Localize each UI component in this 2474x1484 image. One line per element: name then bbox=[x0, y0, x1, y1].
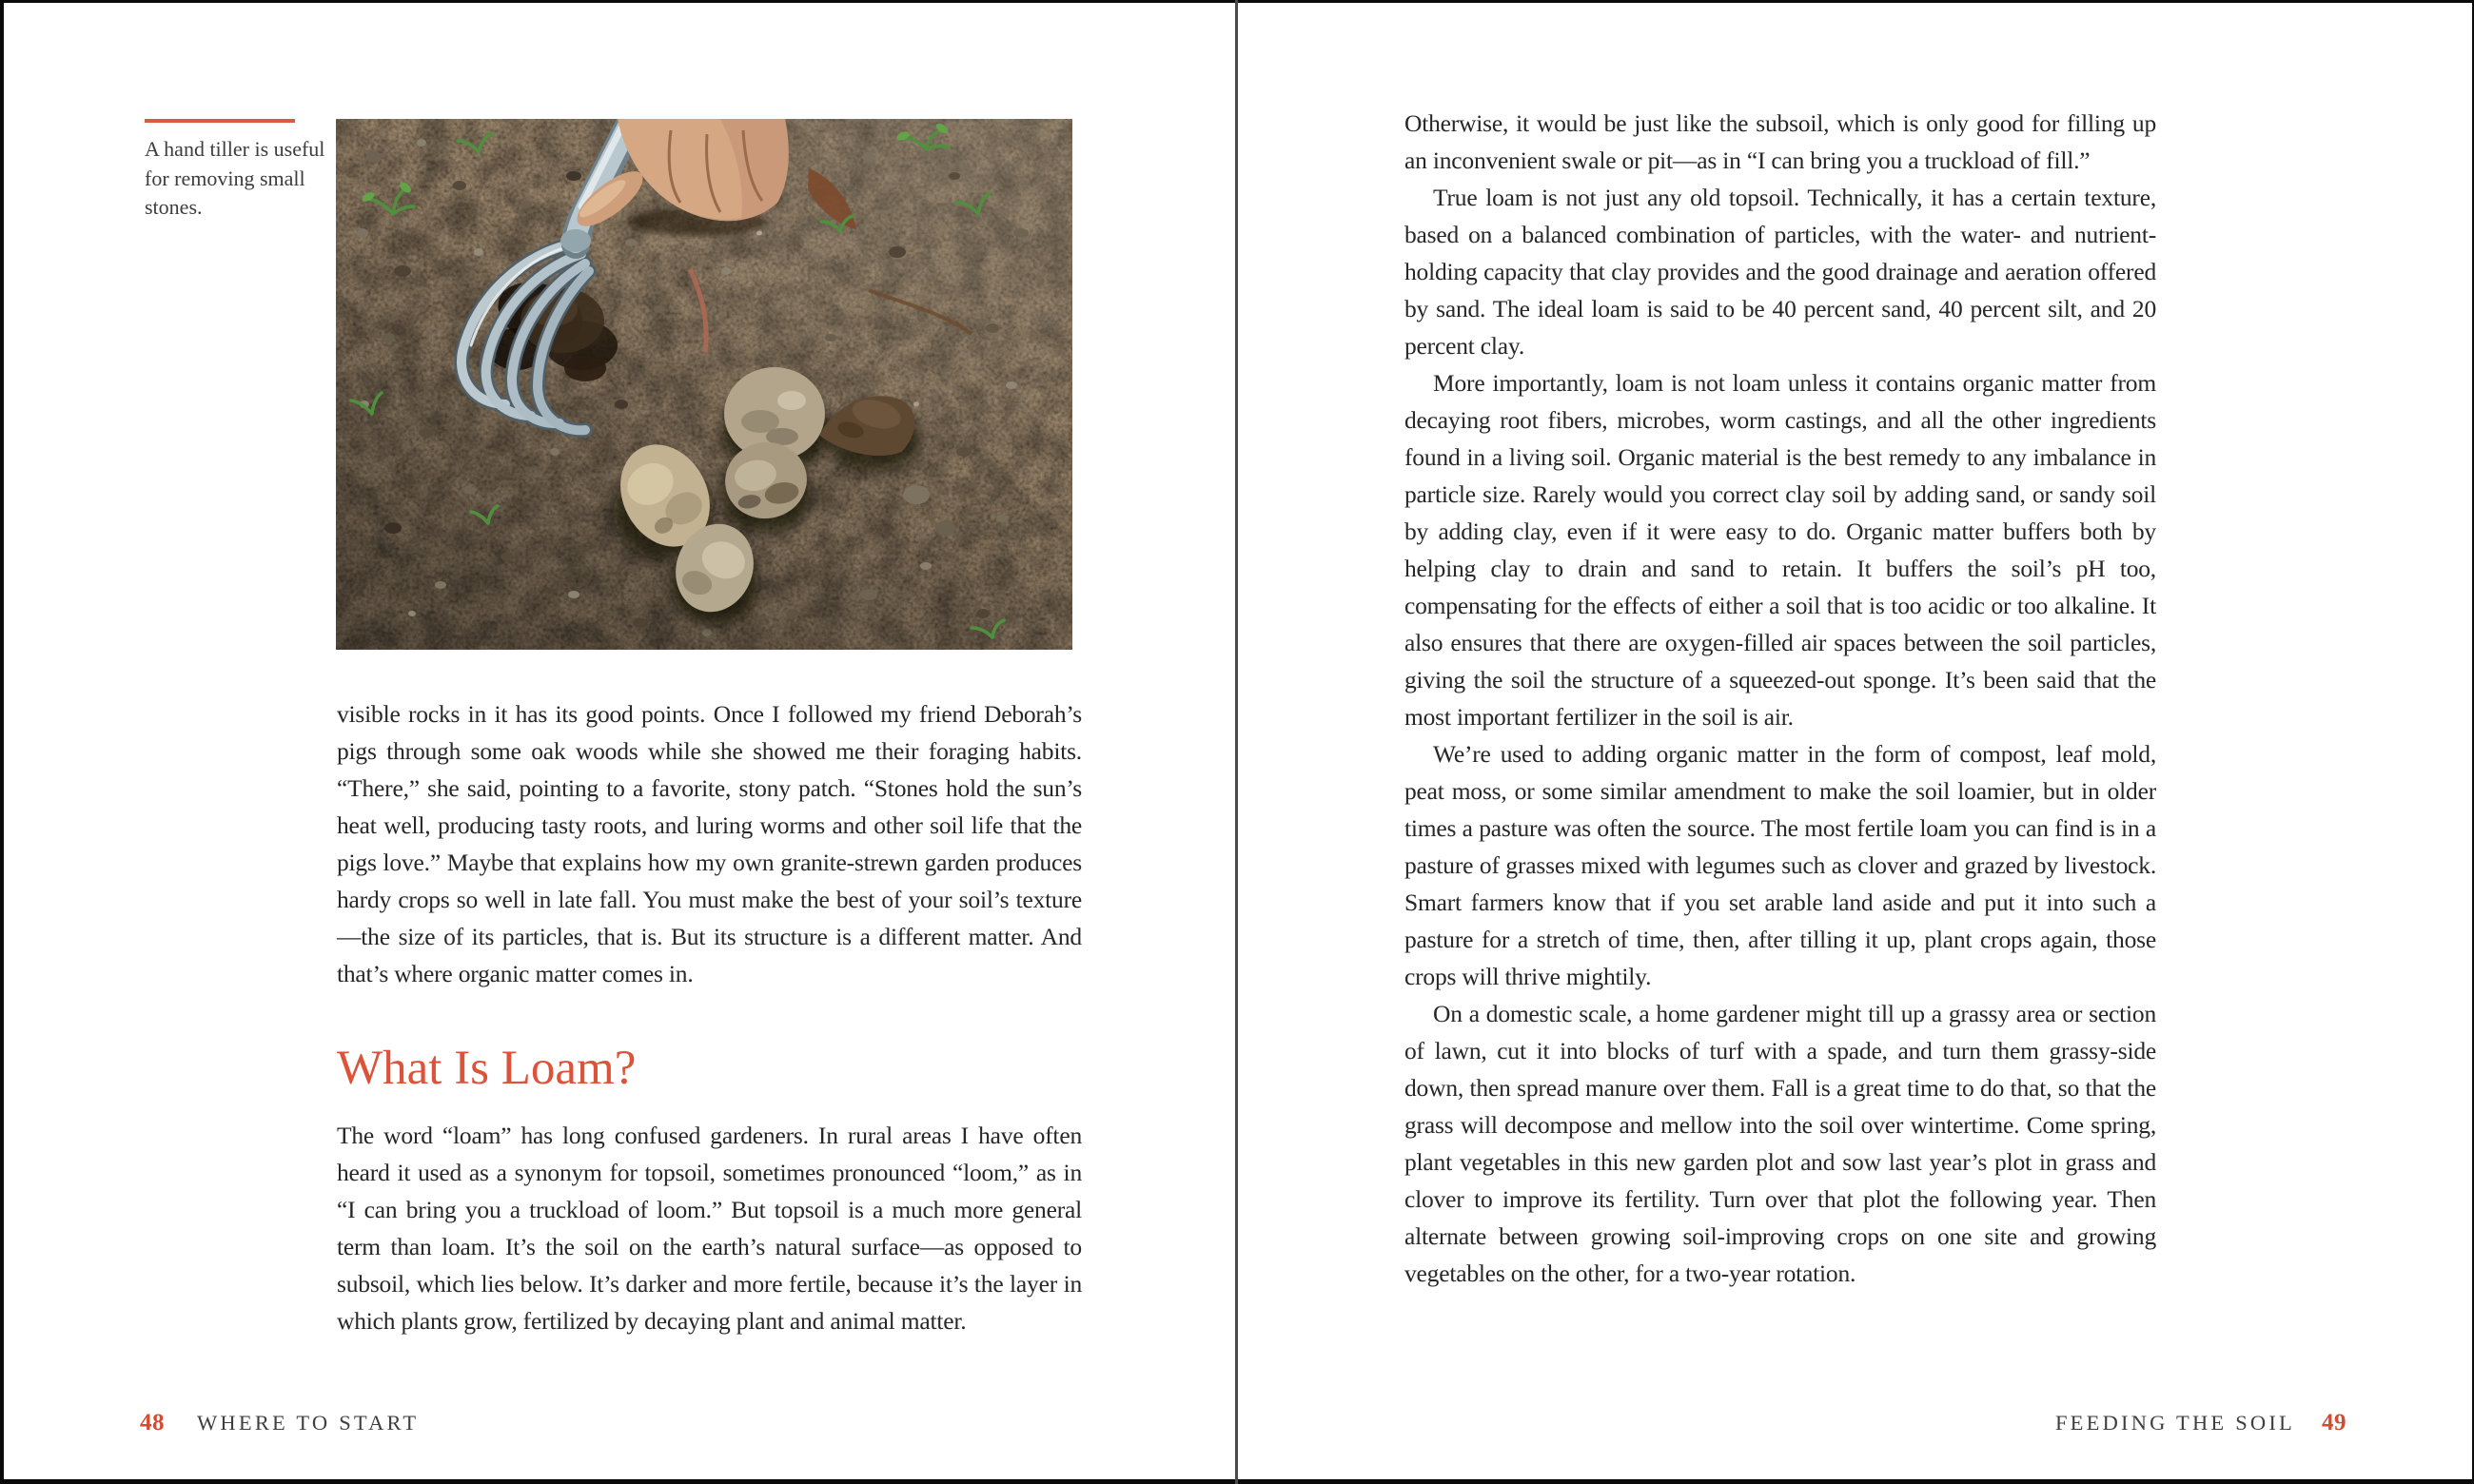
soil-photo bbox=[336, 119, 1072, 650]
spine-divider bbox=[1235, 0, 1238, 1484]
body-paragraph: The word “loam” has long confused gardeners. In rural areas I have often heard it used as a synonym for topsoil, sometimes pronounced “loom,” as in “I can bring you a truckload of loom.” But topsoil is a much more general term than loam. It’s the soil on the earth’s natural surface—as opposed to subsoil, which lies below. It’s darker and more fertile, because it’s the layer in which plants grow, fertilized by decaying plant and animal matter. bbox=[337, 1122, 1082, 1335]
section-heading: What Is Loam? bbox=[337, 1042, 637, 1095]
body-paragraph: True loam is not just any old topsoil. Technically, it has a certain texture, based on a balanced combination of particles, with the water- and nutrient-holding capacity that clay provides and the good drainage and aeration offered by sand. The ideal loam is said to be 40 percent sand, 40 percent silt, and 20 percent clay. bbox=[1404, 184, 2156, 360]
photo-caption: A hand tiller is useful for removing small stones. bbox=[145, 137, 325, 219]
right-page-text-column bbox=[1404, 105, 2156, 1292]
right-page-footer bbox=[2055, 1410, 2346, 1436]
running-head: WHERE TO START bbox=[197, 1411, 420, 1435]
body-paragraph: On a domestic scale, a home gardener might till up a grassy area or section of lawn, cut it into blocks of turf with a spade, and turn them grassy-side down, then spread manure over them. Fall is a great time to do that, so that the grass will decompose and mellow into the soil over wintertime. Come spring, plant vegetables in this new garden plot and sow last year’s plot in grass and clover to improve its fertility. Turn over that plot the following year. Then alternate between growing soil-improving crops on one site and growing vegetables on the other, for a two-year rotation. bbox=[1404, 1000, 2156, 1287]
body-paragraph: Otherwise, it would be just like the subsoil, which is only good for filling up an inconvenient swale or pit—as in “I can bring you a truckload of fill.” bbox=[1404, 109, 2156, 174]
running-head: FEEDING THE SOIL bbox=[2054, 1411, 2295, 1435]
body-paragraph: visible rocks in it has its good points. Once I followed my friend Deborah’s pigs through some oak woods while she showed me their foraging habits. “There,” she said, pointing to a favorite, stony patch. “Stones hold the sun’s heat well, producing tasty roots, and luring worms and other soil life that the pigs love.” Maybe that explains how my own granite-strewn garden produces hardy crops so well in late fall. You must make the best of your soil’s texture—the size of its particles, that is. But its structure is a different matter. And that’s where organic matter comes in. bbox=[337, 700, 1082, 987]
soil-photo-illustration bbox=[336, 119, 1072, 650]
page-number: 49 bbox=[2322, 1410, 2346, 1435]
left-page-footer bbox=[140, 1410, 419, 1436]
body-paragraph: We’re used to adding organic matter in the form of compost, leaf mold, peat moss, or some similar amendment to make the soil loamier, but in older times a pasture was often the source. The most fertile loam you can find is in a pasture of grasses mixed with legumes such as clover and grazed by livestock. Smart farmers know that if you set arable land aside and put it into such a pasture for a stretch of time, then, after tilling it up, plant crops again, those crops will thrive mightily. bbox=[1404, 740, 2156, 990]
body-paragraph: More importantly, loam is not loam unless it contains organic matter from decaying root fibers, microbes, worm castings, and all the other ingredients found in a living soil. Organic material is the best remedy to any imbalance in particle size. Rarely would you correct clay soil by adding sand, or sandy soil by adding clay, even if it were easy to do. Organic matter buffers both by helping clay to drain and sand to retain. It buffers the soil’s pH too, compensating for the effects of either a soil that is too acidic or too alkaline. It also ensures that there are oxygen-filled air spaces between the soil particles, giving the soil the structure of a squeezed-out sponge. It’s been said that the most important fertilizer in the soil is air. bbox=[1404, 369, 2156, 731]
caption-rule bbox=[145, 119, 295, 123]
page-number: 48 bbox=[140, 1410, 165, 1435]
